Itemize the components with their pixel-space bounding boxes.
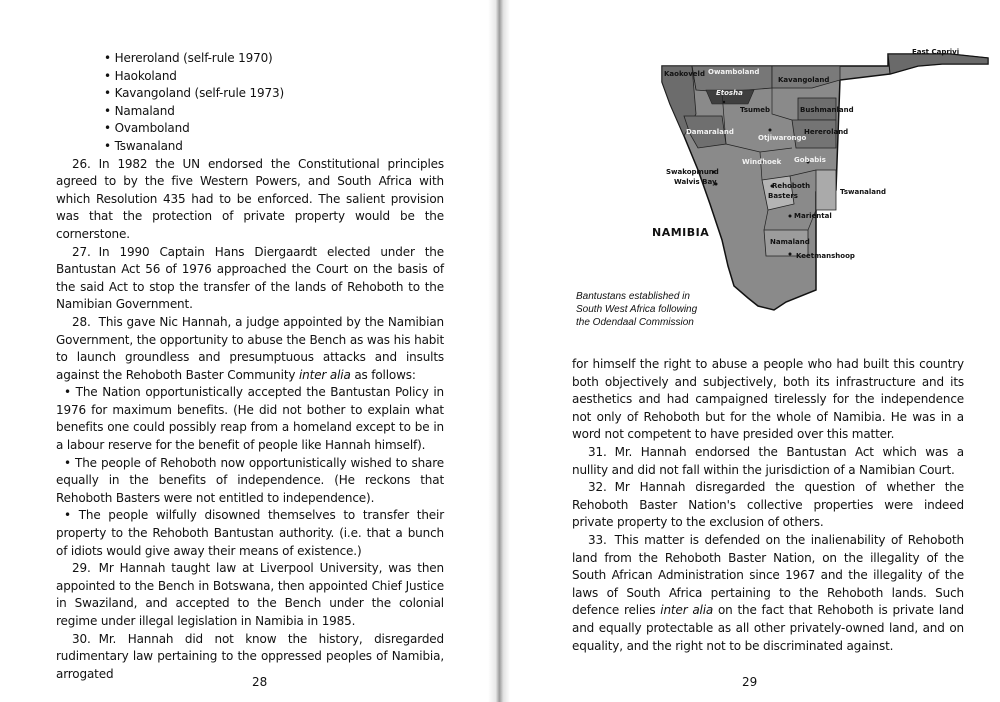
map-label-bushmanland: Bushmanland [800,106,854,114]
tswanaland-region [816,170,836,210]
bullet-paragraph: • The people wilfully disowned themselves to transfer their property to the Rehoboth Bantustan authority. (i.e. that a bunch of idiots would give away their means of existence.) [56,508,444,558]
map-label-etosha: Etosha [716,89,743,97]
paragraph-27: 27. In 1990 Captain Hans Diergaardt elected under the Bantustan Act 56 of 1976 approached the Court on the basis of the said Act to stop the transfer of the lands of Rehoboth to the Namibian Government. [56,244,444,312]
town-marker [789,215,792,218]
map-label-keetmanshoop: Keetmanshoop [796,252,855,260]
page-number: 28 [252,675,268,689]
map-label-owamboland: Owamboland [708,68,760,76]
map-label-hereroland: Hereroland [804,128,849,136]
bantustan-list [104,50,444,156]
bullet-paragraph: • The people of Rehoboth now opportunistically wished to share equally in the benefits of independence. (He reckons that Rehoboth Basters were not entitled to independence). [56,455,445,505]
page-number: 29 [742,675,758,689]
map-label-namaland: Namaland [770,238,810,246]
list-item: • Haokoland [104,68,177,83]
paragraph-28: 28. This gave Nic Hannah, a judge appointed by the Namibian Government, the opportunity to abuse the Bench as was his habit to launch groundless and presumptuous attacks and insults against the Rehoboth Baster Community inter alia as follows: [56,314,444,382]
left-page [0,0,488,702]
map-label-gobabis: Gobabis [794,156,826,164]
map-label-east-caprivi: East Caprivi [912,48,960,56]
map-label-tswanaland: Tswanaland [840,188,887,196]
map-label-kavangoland: Kavangoland [778,76,830,84]
map-label-otjiwarongo: Otjiwarongo [758,134,807,142]
paragraph-31: 31. Mr. Hannah endorsed the Bantustan Act which was a nullity and did not fall within the jurisdiction of a Namibian Court. [572,444,964,477]
left-page-text [56,50,444,683]
map-label-damaraland: Damaraland [686,128,734,136]
list-item: • Namaland [104,103,175,118]
town-marker [723,101,725,103]
list-item: • Tswanaland [104,138,183,153]
paragraph-30: 30. Mr. Hannah did not know the history, disregarded rudimentary law pertaining to the oppressed peoples of Namibia, arrogated [56,631,444,681]
map-label-kaokoveld: Kaokoveld [664,70,705,78]
map-label-swakopmund: Swakopmund [666,168,719,176]
map-label-tsumeb: Tsumeb [740,106,771,114]
list-item: • Kavangoland (self-rule 1973) [104,86,284,101]
list-item: • Ovamboland [104,121,190,136]
paragraph-33: 33. This matter is defended on the inalienability of Rehoboth land from the Rehoboth Baster Nation, on the illegality of the South African Administration since 1967 and the illegality of the laws of South Africa pertaining to the Rehoboth lands. Such defence relies inter alia on the fact that Rehoboth is private land and equally protectable as all other privately-owned land, and on equality, and the right not to be discriminated against. [572,532,965,653]
town-marker [789,253,792,256]
paragraph-29: 29. Mr Hannah taught law at Liverpool University, was then appointed to the Bench in Botswana, then appointed Chief Justice in Swaziland, and accepted to the Bench under the colonial regime under illegal legislation in Namibia in 1985. [56,561,444,628]
paragraph-26: 26. In 1982 the UN endorsed the Constitutional principles agreed to by the five Western Powers, and South Africa with which Resolution 435 had to be enforced. The salient provision was that the protection of private property would be the cornerstone. [56,156,444,241]
map-caption: Bantustans established in South West Africa following the Odendaal Commission [576,291,698,328]
town-marker [769,129,772,132]
map-label-rehoboth: Rehoboth [772,182,811,190]
map-label-mariental: Mariental [794,212,832,220]
map-label-windhoek: Windhoek [742,158,782,166]
right-page-text [572,356,964,655]
book-gutter [488,0,510,702]
right-page [510,0,1000,702]
paragraph-32: 32. Mr Hannah disregarded the question of whether the Rehoboth Baster Nation's collective properties were indeed private property to the exclusion of others. [572,480,964,530]
map-label-basters: Basters [768,192,798,200]
map-label-walvis-bay: Walvis Bay [674,178,717,186]
bullet-paragraph: • The Nation opportunistically accepted the Bantustan Policy in 1976 for maximum benefits. (He did not bother to explain what benefits one could possibly reap from a homeland except to be in a labour reserve for the benefit of people like Hannah himself). [56,385,445,453]
map-country-label: NAMIBIA [652,226,710,239]
continuation-paragraph: for himself the right to abuse a people who had built this country both objectively and subjectively, both its infrastructure and its aesthetics and had campaigned tirelessly for the independence not only of Rehoboth but for the whole of Namibia. He was in a word not competent to have presided over this matter. [572,357,964,442]
list-item: • Hereroland (self-rule 1970) [104,51,273,65]
